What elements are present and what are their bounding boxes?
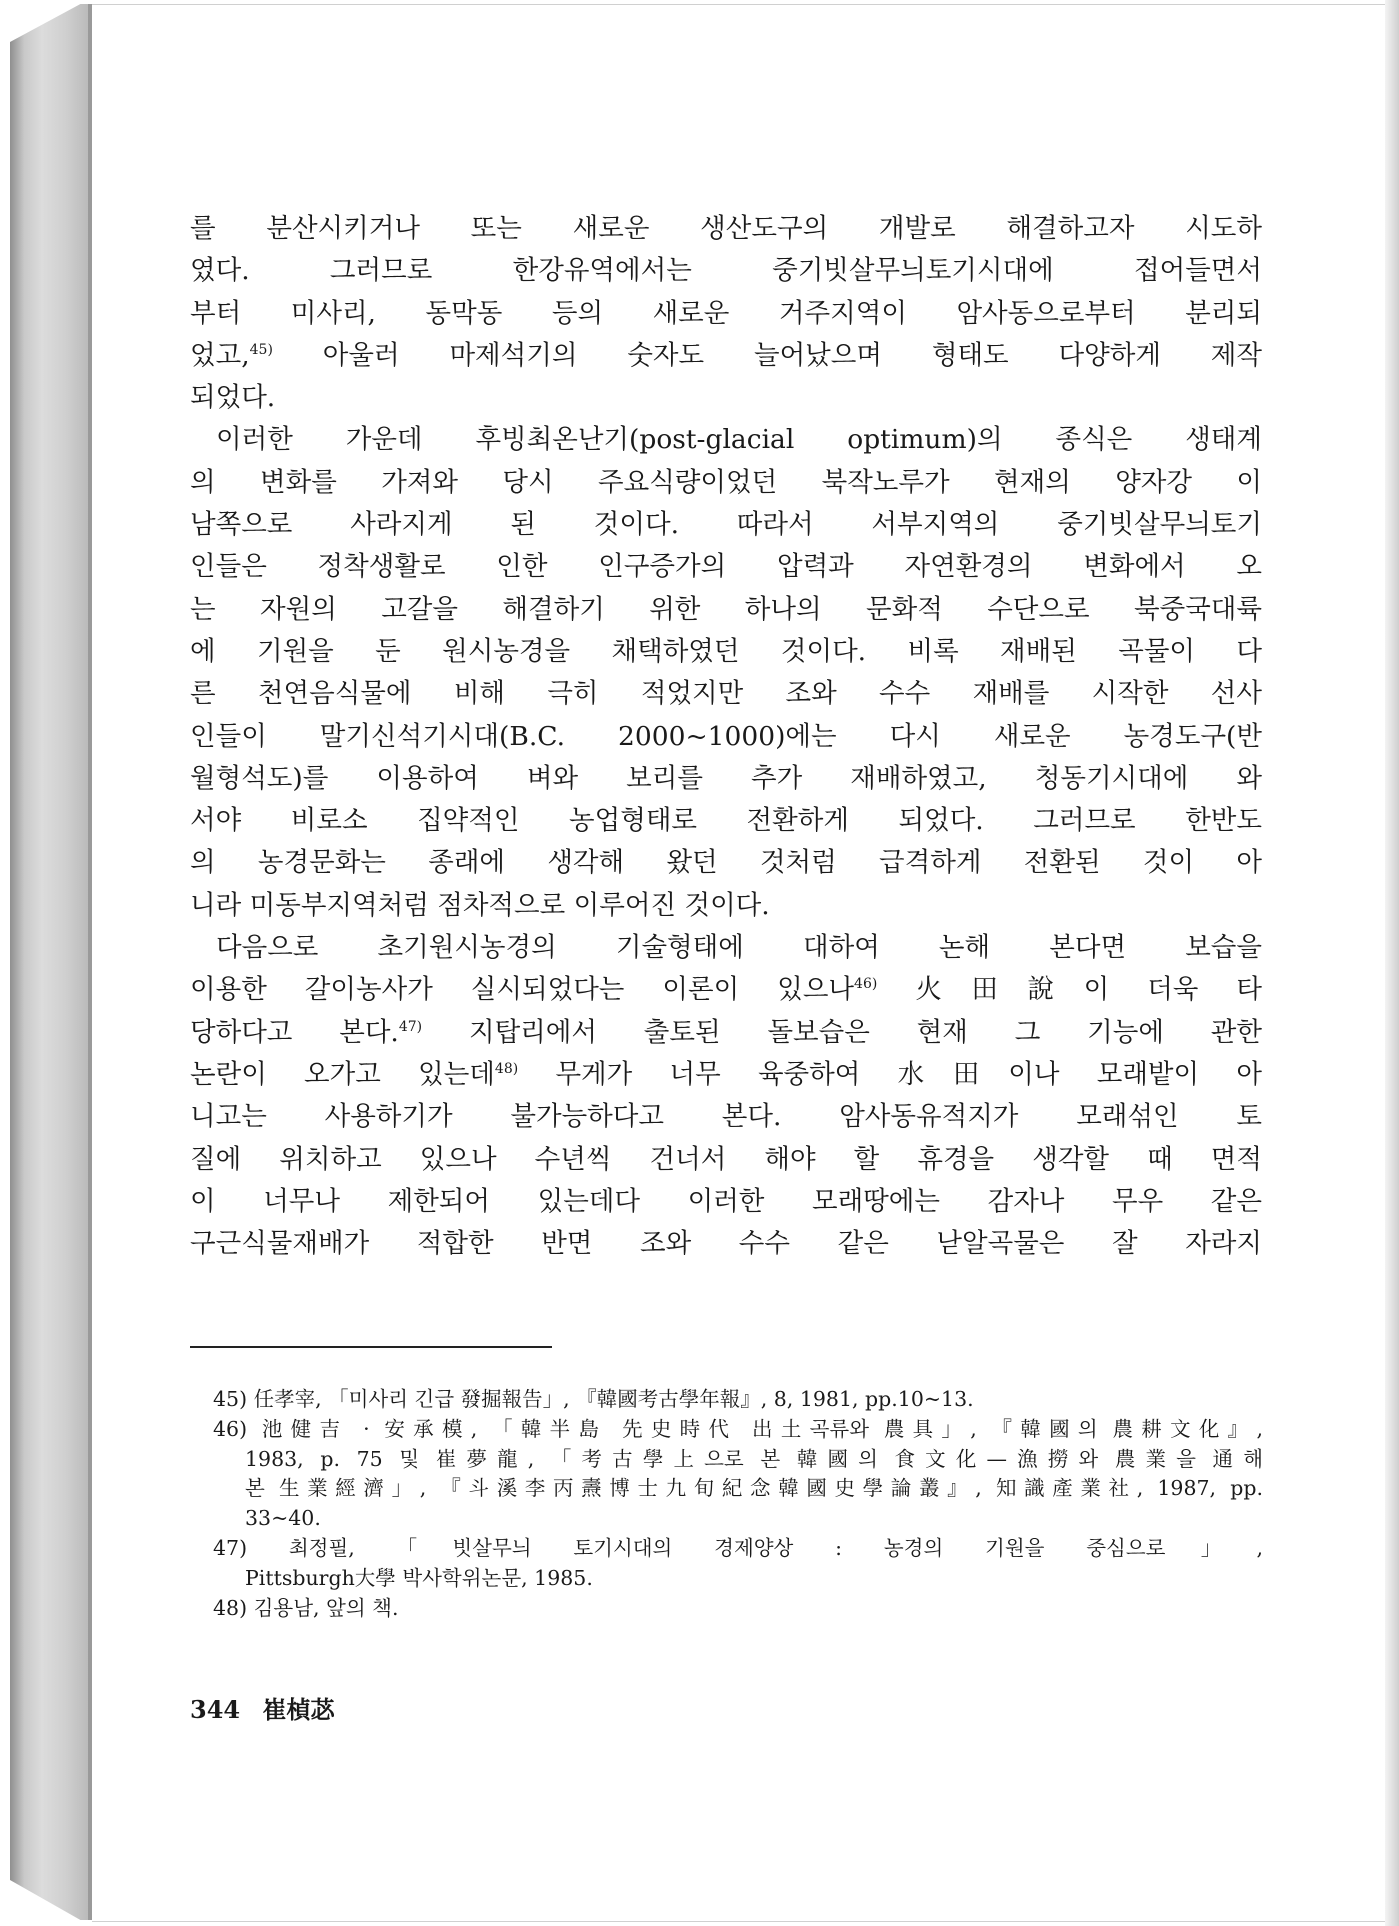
footnote-line: 33~40. [245,1506,321,1531]
body-line: 는 자원의 고갈을 해결하기 위한 하나의 문화적 수단으로 북중국대륙 [190,593,1262,625]
page-footer [190,1690,348,1725]
body-line-segment: 었고, [190,339,250,371]
body-line: 인들은 정착생활로 인한 인구증가의 압력과 자연환경의 변화에서 오 [190,551,1262,583]
body-line: 를 분산시키거나 또는 새로운 생산도구의 개발로 해결하고자 시도하 [190,213,1262,244]
page-right-edge [1385,0,1399,1926]
footnote-45 [213,1385,1263,1415]
body-line: 되었다. [190,382,276,414]
running-author: 崔楨苾 [262,1695,335,1724]
body-line: 남쪽으로 사라지게 된 것이다. 따라서 서부지역의 중기빗살무늬토기 [190,509,1262,541]
body-line: 의 농경문화는 종래에 생각해 왔던 것처럼 급격하게 전환된 것이 아 [190,847,1262,879]
body-line: 다음으로 초기원시농경의 기술형태에 대하여 논해 본다면 보습을 [216,932,1262,964]
footnote-ref-47[interactable]: 47) [398,1018,423,1035]
body-line-segment: 무게가 너무 육중하여 水田이나 모래밭이 아 [518,1058,1262,1090]
body-line: 에 기원을 둔 원시농경을 채택하였던 것이다. 비록 재배된 곡물이 다 [190,635,1262,667]
body-line: 서야 비로소 집약적인 농업형태로 전환하게 되었다. 그러므로 한반도 [190,805,1262,837]
footnotes [213,1385,1263,1623]
page-number: 344 [190,1695,241,1724]
book-spine [10,4,90,1920]
footnote-46 [213,1415,1263,1534]
body-line: 니라 미동부지역처럼 점차적으로 이루어진 것이다. [190,889,770,921]
body-line-segment: 당하다고 본다. [190,1016,399,1048]
body-line-segment: 아울러 마제석기의 숫자도 늘어났으며 형태도 다양하게 제작 [272,339,1262,371]
body-line: 월형석도)를 이용하여 벼와 보리를 추가 재배하였고, 청동기시대에 와 [190,762,1262,794]
footnote-47 [213,1534,1263,1594]
footnote-48 [213,1594,1263,1624]
footnote-ref-45[interactable]: 45) [249,341,273,358]
footnote-line: 47) 최정필, 「빗살무늬 토기시대의 경제양상 : 농경의 기원을 중심으로」, [213,1535,1263,1560]
body-line [190,1012,1262,1054]
footnote-ref-46[interactable]: 46) [854,976,878,993]
body-line-segment: 이용한 갈이농사가 실시되었다는 이론이 있으나 [190,974,855,1006]
body-line: 질에 위치하고 있으나 수년씩 건너서 해야 할 휴경을 생각할 때 면적 [190,1143,1262,1175]
footnote-divider [190,1346,552,1348]
footnote-line: 48) 김용남, 앞의 책. [213,1595,399,1620]
body-line-segment: 지탑리에서 출토된 돌보습은 현재 그 기능에 관한 [422,1016,1262,1048]
body-line [190,969,1262,1011]
footnote-ref-48[interactable]: 48) [494,1060,519,1077]
body-line [190,1054,1262,1096]
body-line: 이 너무나 제한되어 있는데다 이러한 모래땅에는 감자나 무우 같은 [190,1185,1262,1217]
body-line: 의 변화를 가져와 당시 주요식량이었던 북작노루가 현재의 양자강 이 [190,466,1262,498]
body-line: 인들이 말기신석기시대(B.C. 2000~1000)에는 다시 새로운 농경도구(반 [190,720,1262,752]
body-line [190,335,1262,377]
body-line: 이러한 가운데 후빙최온난기(post-glacial optimum)의 종식은 생태계 [216,424,1262,456]
footnote-line: 46) 池健吉 · 安承模, 「韓半島 先史時代 出土곡류와 農具」, 『韓國의 農耕文化』, [213,1416,1263,1441]
body-line-segment: 火田說이 더욱 타 [877,974,1262,1006]
body-line: 른 천연음식물에 비해 극히 적었지만 조와 수수 재배를 시작한 선사 [190,678,1262,710]
body-line: 부터 미사리, 동막동 등의 새로운 거주지역이 암사동으로부터 분리되 [190,297,1262,329]
body-line: 니고는 사용하기가 불가능하다고 본다. 암사동유적지가 모래섞인 토 [190,1101,1262,1133]
body-line-segment: 논란이 오가고 있는데 [190,1058,495,1090]
footnote-line: Pittsburgh大學 박사학위논문, 1985. [245,1565,593,1590]
body-line: 였다. 그러므로 한강유역에서는 중기빗살무늬토기시대에 접어들면서 [190,255,1262,287]
footnote-line: 1983, p. 75 및 崔夢龍, 「考古學上으로 본 韓國의 食文化—漁撈와 農業을 通해 [245,1446,1263,1471]
footnote-line: 45) 任孝宰, 「미사리 긴급 發掘報告」, 『韓國考古學年報』, 8, 1981, pp.10~13. [213,1387,974,1411]
footnote-line: 본 生業經濟」, 『斗溪李丙燾博士九旬紀念韓國史學論叢』, 知識產業社, 1987, pp. [245,1476,1263,1501]
body-text [190,208,1262,1265]
body-line: 구근식물재배가 적합한 반면 조와 수수 같은 낟알곡물은 잘 자라지 [190,1228,1262,1260]
